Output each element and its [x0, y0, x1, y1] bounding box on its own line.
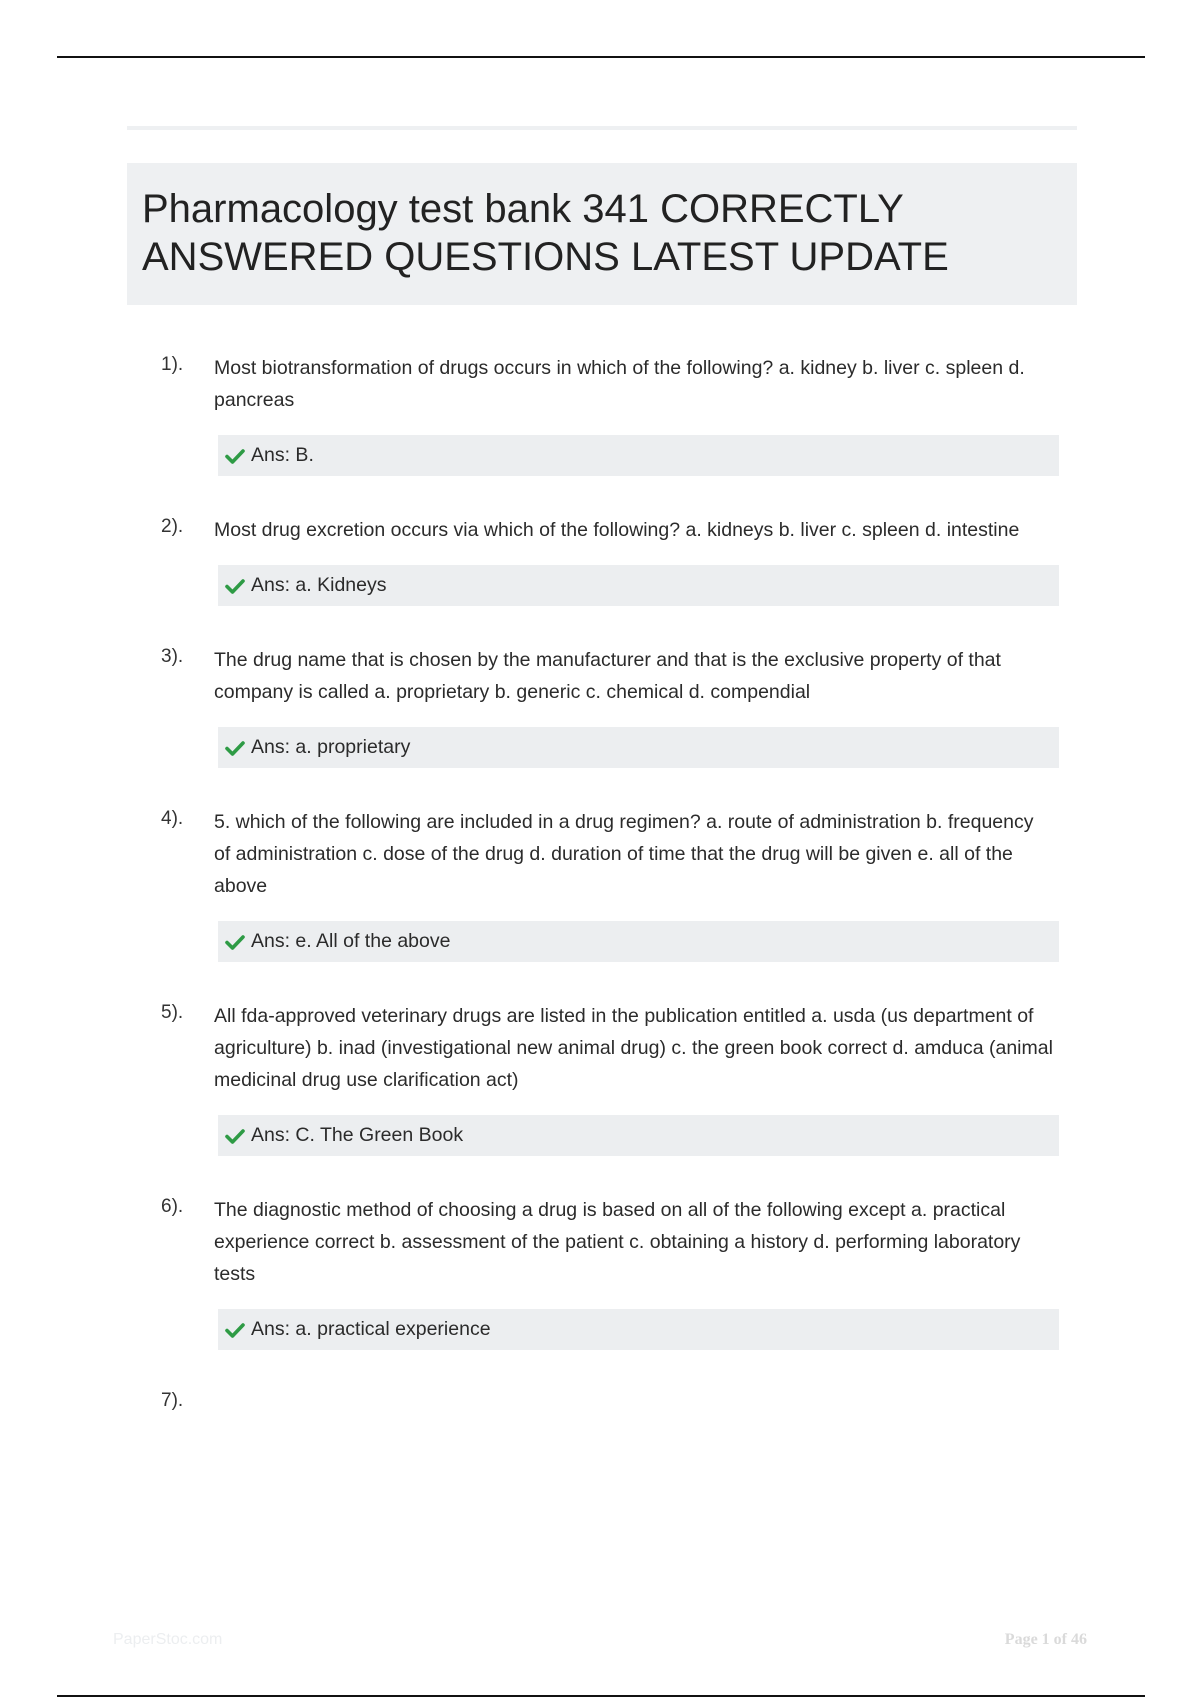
header-divider: [127, 126, 1077, 130]
answer-text: Ans: C. The Green Book: [251, 1124, 464, 1146]
question-number: 1).: [161, 354, 184, 375]
answer-text: Ans: B.: [251, 444, 314, 466]
question-item: [127, 514, 1077, 606]
question-number: 4).: [161, 808, 184, 829]
footer-watermark: PaperStoc.com: [113, 1631, 223, 1648]
question-number: 2).: [161, 516, 184, 537]
answer-text: Ans: a. practical experience: [251, 1318, 491, 1340]
answer-text: Ans: a. Kidneys: [251, 574, 387, 596]
question-number: 5).: [161, 1002, 184, 1023]
document-title: [142, 185, 1062, 281]
check-icon: [224, 931, 246, 953]
title-line-1: Pharmacology test bank 341 CORRECTLY: [142, 187, 904, 231]
answer-text: Ans: a. proprietary: [251, 736, 411, 758]
answer-box: [218, 1309, 1059, 1350]
question-number: 7).: [161, 1390, 184, 1411]
check-icon: [224, 1125, 246, 1147]
answer-box: [218, 565, 1059, 606]
question-text: Most biotransformation of drugs occurs in which of the following? a. kidney b. liver c. spleen d. pancreas: [214, 357, 1025, 411]
question-item: [127, 644, 1077, 768]
question-item: [127, 1194, 1077, 1350]
question-text: All fda-approved veterinary drugs are listed in the publication entitled a. usda (us department of agriculture) b. inad (investigational new animal drug) c. the green book correct d. amduca (animal medicinal drug use clarification act): [214, 1005, 1053, 1091]
check-icon: [224, 1319, 246, 1341]
question-number: 6).: [161, 1196, 184, 1217]
question-text: The diagnostic method of choosing a drug is based on all of the following except a. practical experience correct b. assessment of the patient c. obtaining a history d. performing laboratory tests: [214, 1199, 1021, 1285]
question-text: 5. which of the following are included in a drug regimen? a. route of administration b. frequency of administration c. dose of the drug d. duration of time that the drug will be given e. all of the above: [214, 811, 1034, 897]
answer-box: [218, 727, 1059, 768]
answer-box: [218, 435, 1059, 476]
answer-box: [218, 1115, 1059, 1156]
check-icon: [224, 575, 246, 597]
check-icon: [224, 737, 246, 759]
title-line-2: ANSWERED QUESTIONS LATEST UPDATE: [142, 235, 949, 279]
bottom-rule: [57, 1695, 1145, 1697]
title-box: [127, 163, 1077, 305]
question-text: The drug name that is chosen by the manufacturer and that is the exclusive property of that company is called a. proprietary b. generic c. chemical d. compendial: [214, 649, 1001, 703]
answer-text: Ans: e. All of the above: [251, 930, 451, 952]
check-icon: [224, 445, 246, 467]
question-number: 3).: [161, 646, 184, 667]
question-item: [127, 1000, 1077, 1156]
page-number: Page 1 of 46: [1004, 1631, 1087, 1648]
answer-box: [218, 921, 1059, 962]
question-item: [127, 352, 1077, 476]
question-list: [127, 352, 1077, 1411]
question-text: Most drug excretion occurs via which of the following? a. kidneys b. liver c. spleen d. intestine: [214, 519, 1020, 541]
question-item: [127, 806, 1077, 962]
top-rule: [57, 56, 1145, 58]
